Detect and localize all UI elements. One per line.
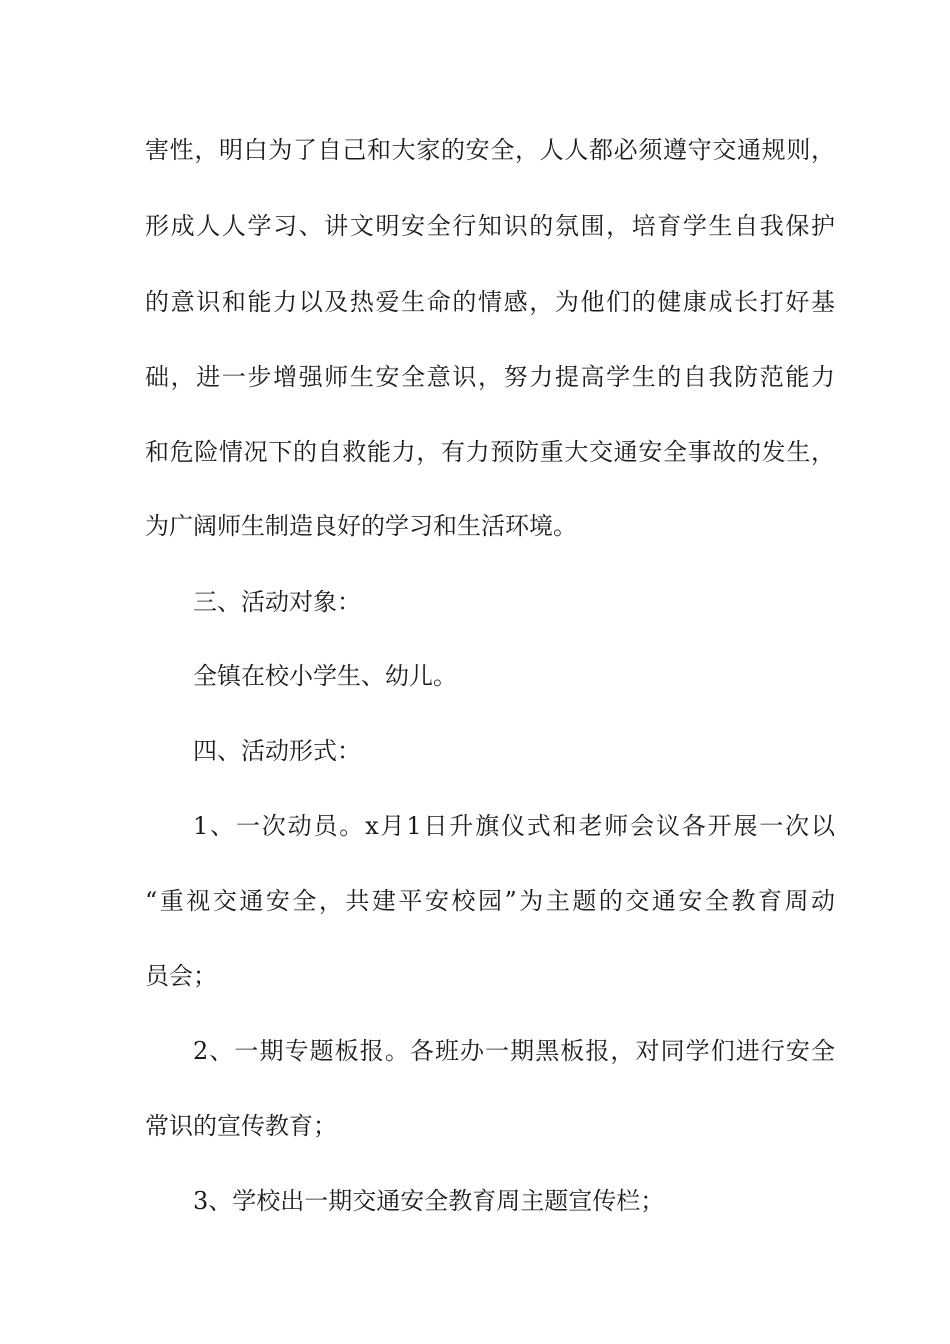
list-item-2-line-1: 2、一期专题板报。各班办一期黑板报，对同学们进行安全 [193, 1037, 835, 1065]
text-line-target: 全镇在校小学生、幼儿。 [193, 662, 457, 690]
list-item-3-line-1: 3、学校出一期交通安全教育周主题宣传栏； [193, 1187, 665, 1215]
list-item-1-line-3: 员会； [145, 962, 217, 990]
text-line-6: 为广阔师生制造良好的学习和生活环境。 [145, 512, 577, 540]
text-line-4: 础，进一步增强师生安全意识，努力提高学生的自我防范能力 [145, 363, 835, 391]
list-item-2-line-2: 常识的宣传教育； [145, 1112, 337, 1140]
section-heading-activity-form: 四、活动形式： [193, 737, 361, 765]
text-line-1: 害性，明白为了自己和大家的安全，人人都必须遵守交通规则， [145, 136, 835, 164]
text-line-5: 和危险情况下的自救能力，有力预防重大交通安全事故的发生， [145, 438, 835, 466]
section-heading-activity-target: 三、活动对象： [193, 588, 361, 616]
list-item-1-line-1: 1、一次动员。x月1日升旗仪式和老师会议各开展一次以 [193, 812, 835, 840]
text-line-3: 的意识和能力以及热爱生命的情感，为他们的健康成长打好基 [145, 288, 835, 316]
list-item-1-line-2: “重视交通安全，共建平安校园”为主题的交通安全教育周动 [145, 887, 835, 915]
text-line-2: 形成人人学习、讲文明安全行知识的氛围，培育学生自我保护 [145, 212, 835, 240]
